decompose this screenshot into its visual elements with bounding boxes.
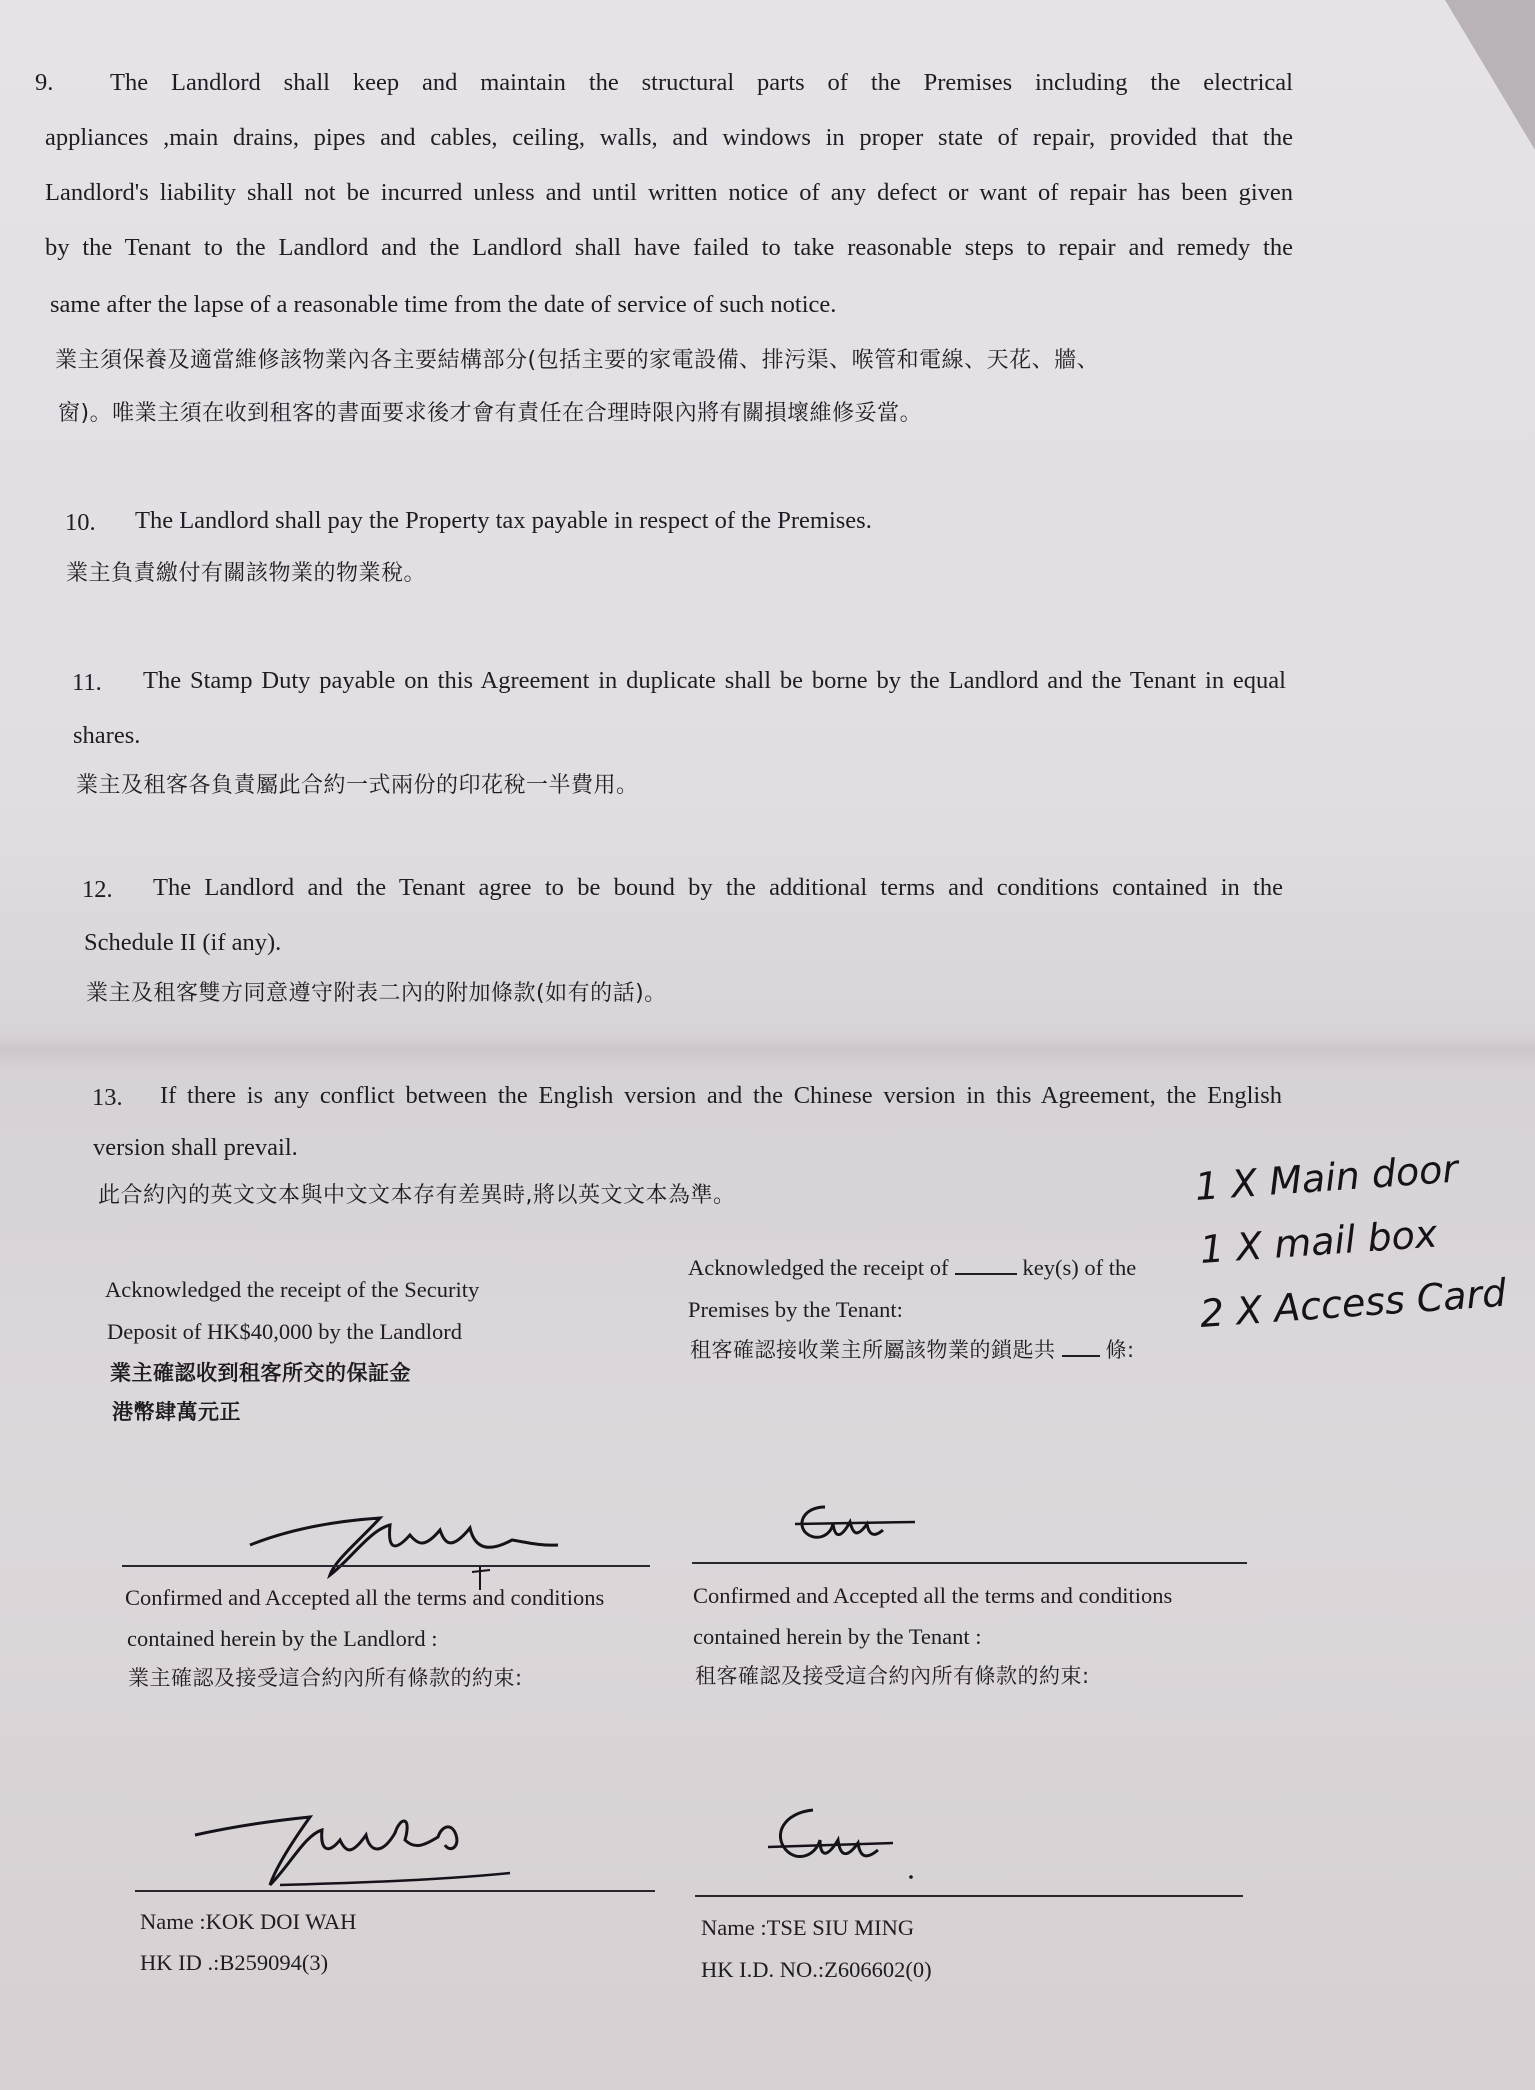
clause-text-line: The Stamp Duty payable on this Agreement in duplicate shall be borne by the Landlord and the Tenant in equal (143, 667, 1286, 694)
signature-line (695, 1895, 1243, 1897)
signature-line (692, 1562, 1247, 1564)
clause-chinese-line: 業主及租客各負責屬此合約一式兩份的印花稅一半費用。 (76, 773, 639, 798)
paper-crease (0, 1030, 1535, 1070)
handwritten-note: 1 X Main door (1193, 1146, 1460, 1209)
tenant-name: Name :TSE SIU MING (701, 1915, 915, 1940)
clause-chinese-line: 業主及租客雙方同意遵守附表二內的附加條款(如有的話)。 (86, 981, 667, 1006)
clause-text-line: appliances ,main drains, pipes and cables, ceiling, walls, and windows in proper state of repair, provided that the (45, 124, 1293, 151)
landlord-id: HK ID .:B259094(3) (140, 1950, 329, 1975)
tenant-signature (768, 1805, 918, 1885)
handwritten-note: 2 X Access Card (1198, 1270, 1508, 1336)
clause-text-line: version shall prevail. (93, 1134, 298, 1161)
document-page: 9. The Landlord shall keep and maintain the structural parts of the Premises including the electrical appliances ,main drains, pipes and cables, ceiling, walls, and windows in proper state of repair, provided that the Landlord's liability shall not be incurred unless and until written notice of any defect or want of repair has been given by the Tenant to the Landlord and the Landlord shall have failed to take reasonable steps to repair and remedy the same after the lapse of a reasonable time from the date of service of such notice. 業主須保養及適當維修該物業內各主要結構部分(包括主要的家電設備、排污渠、喉管和電線、天花、牆、 窗)。唯業主須在收到租客的書面要求後才會有責任在合理時限內將有關損壞維修妥當。 10. The Landlord shall pay the Property tax payable in respect of the Premises. 業主負責繳付有關該物業的物業稅。 11. The Stamp Duty payable on this Agreement in duplicate shall be borne by the Landlord and the Tenant in equal shares. 業主及租客各負責屬此合約一式兩份的印花稅一半費用。 12. The Landlord and the Tenant agree to be bound by the additional terms and conditions contained in the Schedule II (if any). 業主及租客雙方同意遵守附表二內的附加條款(如有的話)。 13. If there is any conflict between the English version and the Chinese version in this Agreement, the English version shall prevail. 此合約內的英文文本與中文文本存有差異時,將以英文文本為準。 1 X Main door 1 X mail box 2 X Access Card Acknowledged the receipt of the Security Deposit of HK$40,000 by the Landlord 業主確認收到租客所交的保証金 港幣肆萬元正 Acknowledged the receipt of key(s) of the Premises by the Tenant: 租客確認接收業主所屬該物業的鎖匙共 條: Confirmed and Accepted all the terms and conditions contained herein by the Landlord : 業主確認及接受這合約內所有條款的約束: Confirmed and Accepted all the terms and conditions contained herein by the Tenant : 租客確認及接受這合約內所有條款的約束: Name :KOK DOI WAH HK ID .:B259094(3) Name :TSE SIU MING HK I.D. NO.:Z606602(0) (0, 0, 1535, 2090)
clause-chinese-line: 業主須保養及適當維修該物業內各主要結構部分(包括主要的家電設備、排污渠、喉管和電線、天花、牆、 (55, 348, 1100, 373)
clause-text-line: shares. (73, 722, 141, 749)
signature-line (135, 1890, 655, 1892)
clause-text-line: Landlord's liability shall not be incurred unless and until written notice of any defect or want of repair has been given (45, 179, 1293, 206)
landlord-signature (240, 1500, 560, 1590)
clause-text-line: If there is any conflict between the English version and the Chinese version in this Agreement, the English (160, 1082, 1282, 1109)
tenant-signature (795, 1502, 925, 1562)
clause-text-line: The Landlord and the Tenant agree to be bound by the additional terms and conditions contained in the (153, 874, 1283, 901)
clause-chinese-line: 此合約內的英文文本與中文文本存有差異時,將以英文文本為準。 (98, 1183, 736, 1208)
folded-corner (1445, 0, 1535, 150)
blank-field (955, 1255, 1017, 1275)
clause-text-line: The Landlord shall keep and maintain the structural parts of the Premises including the electrical (110, 69, 1293, 96)
clause-text-line: by the Tenant to the Landlord and the Landlord shall have failed to take reasonable steps to repair and remedy the (45, 234, 1293, 261)
signature-line (122, 1565, 650, 1567)
clause-chinese-line: 業主負責繳付有關該物業的物業稅。 (66, 561, 427, 586)
clause-number: 10. (65, 509, 96, 536)
tenant-id: HK I.D. NO.:Z606602(0) (701, 1957, 932, 1982)
blank-field (1062, 1337, 1100, 1357)
clause-text-line: The Landlord shall pay the Property tax payable in respect of the Premises. (135, 507, 872, 534)
landlord-signature (190, 1795, 530, 1895)
clause-text-line: same after the lapse of a reasonable time from the date of service of such notice. (50, 291, 837, 318)
clause-number: 9. (35, 69, 54, 96)
clause-chinese-line: 窗)。唯業主須在收到租客的書面要求後才會有責任在合理時限內將有關損壞維修妥當。 (58, 401, 923, 426)
clause-number: 12. (82, 876, 113, 903)
landlord-name: Name :KOK DOI WAH (140, 1909, 357, 1934)
handwritten-note: 1 X mail box (1198, 1211, 1439, 1272)
clause-number: 13. (92, 1084, 123, 1111)
clause-number: 11. (72, 669, 102, 696)
clause-text-line: Schedule II (if any). (84, 929, 282, 956)
